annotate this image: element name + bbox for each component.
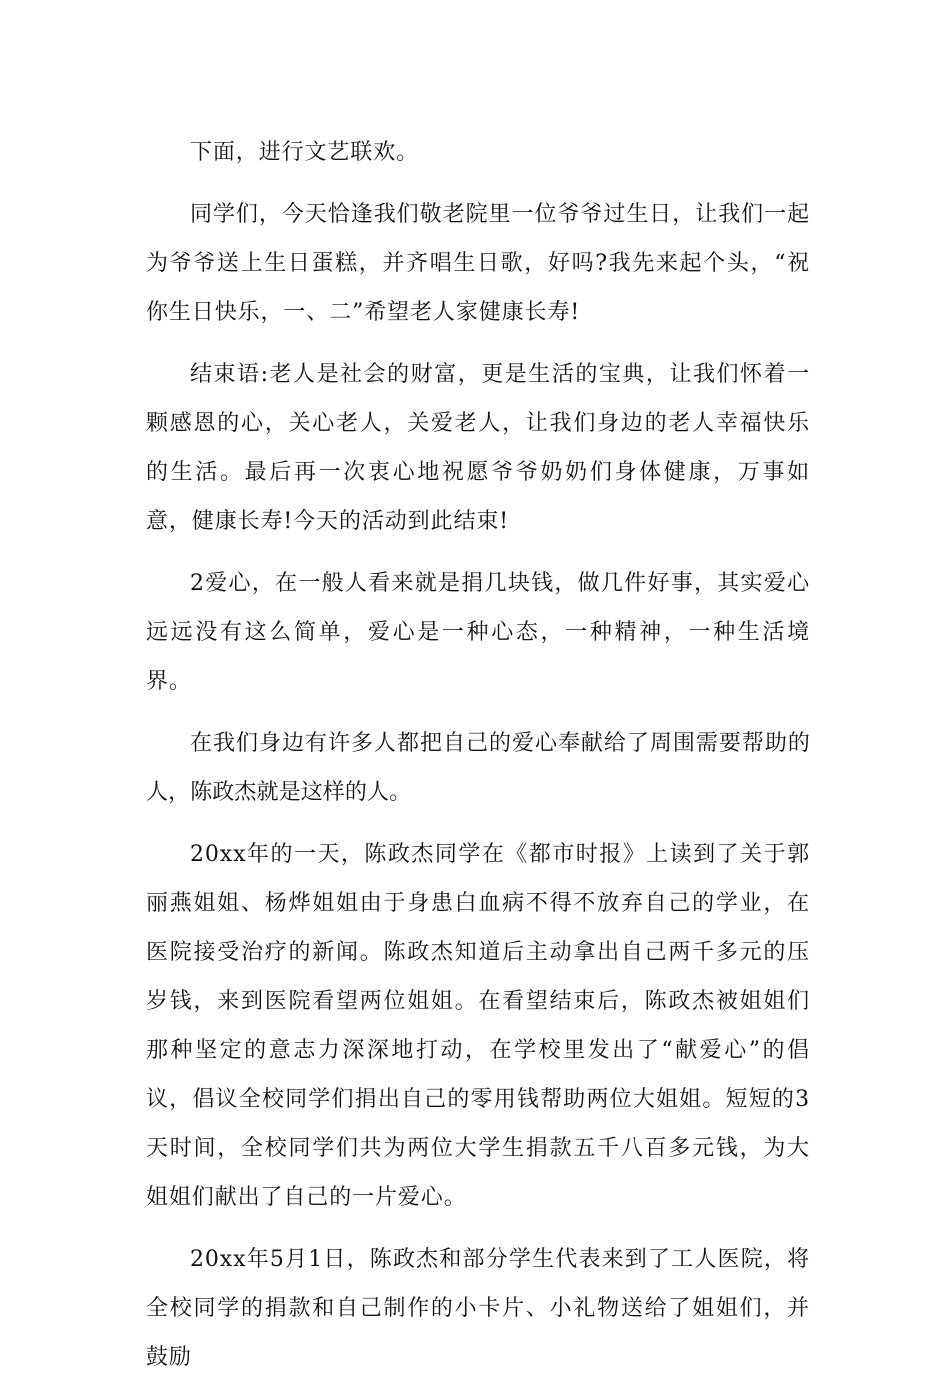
paragraph-5: 在我们身边有许多人都把自己的爱心奉献给了周围需要帮助的人，陈政杰就是这样的人。 (146, 731, 810, 805)
paragraph-3: 结束语:老人是社会的财富，更是生活的宝典，让我们怀着一颗感恩的心，关心老人，关爱老人，让我们身边的老人幸福快乐的生活。最后再一次衷心地祝愿爷爷奶奶们身体健康，万事如意，健康长寿!今天的活动到此结束! (146, 362, 810, 534)
paragraph-1: 下面，进行文艺联欢。 (190, 140, 420, 165)
paragraph-7: 20xx年5月1日，陈政杰和部分学生代表来到了工人医院，将全校同学的捐款和自己制作的小卡片、小礼物送给了姐姐们，并鼓励 (146, 1247, 810, 1370)
paragraph-4: 2爱心，在一般人看来就是捐几块钱，做几件好事，其实爱心远远没有这么简单，爱心是一种心态，一种精神，一种生活境界。 (146, 571, 810, 694)
document-body (146, 128, 810, 1395)
paragraph-6: 20xx年的一天，陈政杰同学在《都市时报》上读到了关于郭丽燕姐姐、杨烨姐姐由于身患白血病不得不放弃自己的学业，在医院接受治疗的新闻。陈政杰知道后主动拿出自己两千多元的压岁钱，来到医院看望两位姐姐。在看望结束后，陈政杰被姐姐们那种坚定的意志力深深地打动，在学校里发出了“献爱心”的倡议，倡议全校同学们捐出自己的零用钱帮助两位大姐姐。短短的3天时间，全校同学们共为两位大学生捐款五千八百多元钱，为大姐姐们献出了自己的一片爱心。 (146, 842, 810, 1210)
paragraph-2: 同学们，今天恰逢我们敬老院里一位爷爷过生日，让我们一起为爷爷送上生日蛋糕，并齐唱生日歌，好吗?我先来起个头，“祝你生日快乐，一、二”希望老人家健康长寿! (146, 202, 810, 325)
